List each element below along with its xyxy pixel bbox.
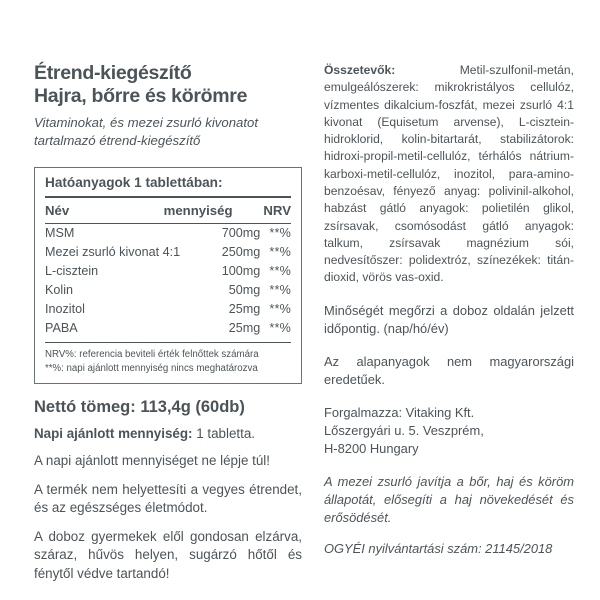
row-nrv: **% xyxy=(269,302,291,317)
row-amount: 25mg xyxy=(228,302,261,317)
registration-number: OGYÉI nyilvántartási szám: 21145/2018 xyxy=(324,541,553,557)
daily-dose-value: 1 tabletta. xyxy=(196,425,256,441)
daily-dose xyxy=(34,426,302,441)
table-head xyxy=(45,198,291,223)
warning-storage: A doboz gyermekek elől gondosan elzárva, száraz, hűvös helyen, sugárzó hőtől és fénytől védve tartandó! xyxy=(34,529,302,581)
row-amount: 25mg xyxy=(228,321,261,336)
row-nrv: **% xyxy=(269,283,291,298)
daily-dose-label: Napi ajánlott mennyiség: xyxy=(34,425,193,441)
column-header-nrv: NRV xyxy=(263,203,291,219)
right-column xyxy=(324,62,574,558)
table-row xyxy=(45,224,291,243)
footnote-nrv: NRV%: referencia beviteli érték felnőttek számára xyxy=(45,349,259,360)
column-header-amount: mennyiség xyxy=(163,203,233,219)
row-nrv: **% xyxy=(269,321,291,336)
table-body xyxy=(45,224,291,338)
row-amount: 50mg xyxy=(228,283,261,298)
net-weight: Nettó tömeg: 113,4g (60db) xyxy=(34,397,245,416)
row-name: PABA xyxy=(45,321,78,336)
footnote-asterisk: **%: napi ajánlott mennyiség nincs meghatározva xyxy=(45,362,258,374)
row-name: MSM xyxy=(45,226,75,241)
table-row xyxy=(45,319,291,338)
distributor-block xyxy=(324,404,574,458)
ingredients-label: Összetevők: xyxy=(324,63,396,77)
product-title-line1: Étrend-kiegészítő xyxy=(34,62,192,84)
distributor-city: H-8200 Hungary xyxy=(324,441,419,457)
table-row xyxy=(45,262,291,281)
ingredients-paragraph xyxy=(324,62,574,287)
product-title xyxy=(34,62,302,108)
column-header-name: Név xyxy=(45,203,70,219)
table-footnotes xyxy=(45,343,291,376)
row-nrv: **% xyxy=(269,264,291,279)
label-columns xyxy=(34,62,574,583)
table-row xyxy=(45,281,291,300)
row-nrv: **% xyxy=(269,245,291,260)
table-header-row xyxy=(45,198,291,223)
ingredients-text: Metil-szulfonil-metán, emulgeálószerek: mikrokristályos cellulóz, vízmentes dikalcium-foszfát, mezei zsurló 4:1 kivonat (Equisetum arvense), L-cisztein-hidroklorid, kolin-bitartarát, stabilizátorok: hidroxi-propil-metil-cellulóz, térhálós nátrium-karboxi-metil-cellulóz, inozitol, para-amino-benzoésav, fényező anyag: polivinil-alkohol, habzást gátló anyagok: polietilén glikol, zsírsavak, csomósodást gátló anyagok: talkum, zsírsavak magnézium sói, nedvesítőszer: polidextróz, színezékek: titán-dioxid, vörös vas-oxid. xyxy=(324,63,574,285)
row-amount: 700mg xyxy=(221,226,261,241)
active-ingredients-rows xyxy=(45,224,291,338)
row-nrv: **% xyxy=(269,226,291,241)
table-row xyxy=(45,300,291,319)
product-title-line2: Hajra, bőrre és körömre xyxy=(34,85,248,107)
left-column xyxy=(34,62,302,583)
distributor-street: Lőszergyári u. 5. Veszprém, xyxy=(324,422,484,438)
active-ingredients-box xyxy=(34,167,302,383)
row-name: Kolin xyxy=(45,283,74,298)
row-name: Mezei zsurló kivonat 4:1 xyxy=(45,245,181,260)
row-name: L-cisztein xyxy=(45,264,99,279)
row-amount: 250mg xyxy=(221,245,261,260)
warning-balanced-diet: A termék nem helyettesíti a vegyes étrendet, és az egészséges életmódot. xyxy=(34,481,302,515)
table-row xyxy=(45,243,291,262)
row-name: Inozitol xyxy=(45,302,85,317)
active-ingredients-caption: Hatóanyagok 1 tablettában: xyxy=(45,175,223,191)
warning-do-not-exceed: A napi ajánlott mennyiséget ne lépje túl! xyxy=(34,452,270,468)
row-amount: 100mg xyxy=(221,264,261,279)
product-subtitle: Vitaminokat, és mezei zsurló kivonatot tartalmazó étrend-kiegészítő xyxy=(34,115,259,148)
best-before-text: Minőségét megőrzi a doboz oldalán jelzett időpontig. (nap/hó/év) xyxy=(324,302,574,336)
origin-text: Az alapanyagok nem magyarországi eredetűek. xyxy=(324,353,574,387)
benefit-claim: A mezei zsurló javítja a bőr, haj és köröm állapotát, elősegíti a haj növekedését és erősödését. xyxy=(324,474,574,526)
distributor-name: Forgalmazza: Vitaking Kft. xyxy=(324,404,475,420)
active-ingredients-table xyxy=(45,198,291,223)
